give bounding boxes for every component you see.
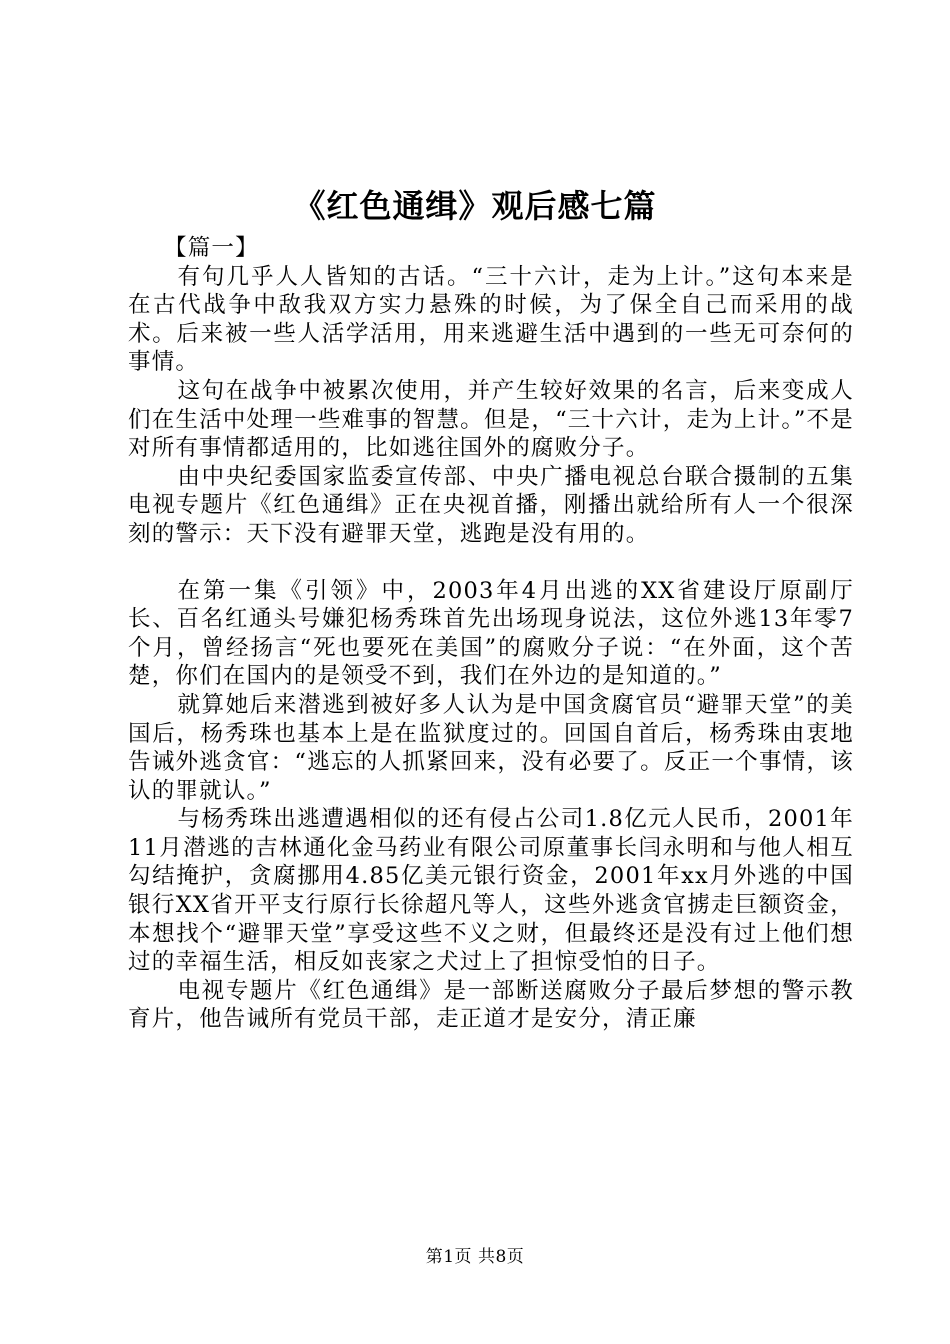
section-heading: 【篇一】 (164, 235, 259, 261)
paragraph: 电视专题片《红色通缉》是一部断送腐败分子最后梦想的警示教育片，他告诫所有党员干部，走正道才是安分，清正廉 (128, 977, 854, 1033)
paragraph: 与杨秀珠出逃遭遇相似的还有侵占公司1.8亿元人民币，2001年11月潜逃的吉林通化金马药业有限公司原董事长闫永明和与他人相互勾结掩护，贪腐挪用4.85亿美元银行资金，2001年xx月外逃的中国银行XX省开平支行原行长徐超凡等人，这些外逃贪官掳走巨额资金，本想找个“避罪天堂”享受这些不义之财，但最终还是没有过上他们想过的幸福生活，相反如丧家之犬过上了担惊受怕的日子。 (128, 806, 854, 976)
paragraph: 在第一集《引领》中，2003年4月出逃的XX省建设厅原副厅长、百名红通头号嫌犯杨秀珠首先出场现身说法，这位外逃13年零7个月，曾经扬言“死也要死在美国”的腐败分子说：“在外面，这个苦楚，你们在国内的是领受不到，我们在外边的是知道的。” (128, 577, 854, 690)
document-title: 《红色通缉》观后感七篇 (293, 187, 657, 225)
document-body (128, 234, 854, 1034)
paragraph: 这句在战争中被累次使用，并产生较好效果的名言，后来变成人们在生活中处理一些难事的智慧。但是，“三十六计，走为上计。”不是对所有事情都适用的，比如逃往国外的腐败分子。 (128, 377, 854, 462)
page-footer: 第1页 共8页 (425, 1247, 525, 1267)
paragraph: 有句几乎人人皆知的古话。“三十六计，走为上计。”这句本来是在古代战争中敌我双方实力悬殊的时候，为了保全自己而采用的战术。后来被一些人活学活用，用来逃避生活中遇到的一些无可奈何的事情。 (128, 263, 854, 376)
paragraph: 就算她后来潜逃到被好多人认为是中国贪腐官员“避罪天堂”的美国后，杨秀珠也基本上是在监狱度过的。回国自首后，杨秀珠由衷地告诫外逃贪官：“逃忘的人抓紧回来，没有必要了。反正一个事情，该认的罪就认。” (128, 691, 854, 804)
paragraph: 由中央纪委国家监委宣传部、中央广播电视总台联合摄制的五集电视专题片《红色通缉》正在央视首播，刚播出就给所有人一个很深刻的警示：天下没有避罪天堂，逃跑是没有用的。 (128, 463, 854, 547)
